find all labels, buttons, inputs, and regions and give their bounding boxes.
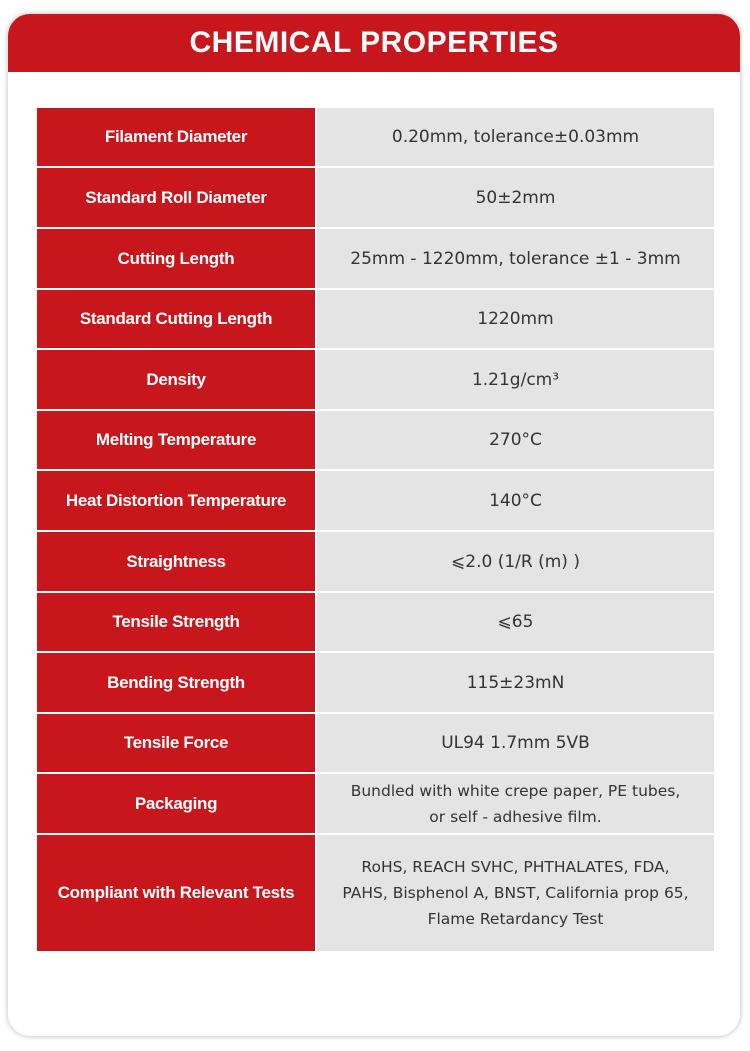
row-value [317, 774, 714, 835]
table-row [37, 229, 714, 290]
table-row [37, 774, 714, 835]
table-row [37, 471, 714, 532]
row-label: Heat Distortion Temperature [37, 471, 317, 532]
row-value: ⩽65 [317, 593, 714, 653]
table-row [37, 108, 714, 168]
row-value: 1.21g/cm³ [317, 350, 714, 411]
row-label: Standard Roll Diameter [37, 168, 317, 229]
properties-card [8, 14, 740, 1036]
row-label: Standard Cutting Length [37, 290, 317, 350]
table-row [37, 653, 714, 714]
value-line: PAHS, Bisphenol A, BNST, California prop 65, [342, 884, 689, 902]
table-row [37, 168, 714, 229]
table-row [37, 835, 714, 953]
row-value: 25mm - 1220mm, tolerance ±1 - 3mm [317, 229, 714, 290]
row-label: Filament Diameter [37, 108, 317, 168]
properties-table [37, 108, 714, 953]
row-label: Density [37, 350, 317, 411]
row-label: Cutting Length [37, 229, 317, 290]
row-value: 50±2mm [317, 168, 714, 229]
table-row [37, 411, 714, 471]
table-row [37, 290, 714, 350]
value-line: RoHS, REACH SVHC, PHTHALATES, FDA, [361, 858, 670, 876]
page-title: CHEMICAL PROPERTIES [8, 14, 740, 72]
row-label: Melting Temperature [37, 411, 317, 471]
table-row [37, 593, 714, 653]
row-value: 0.20mm, tolerance±0.03mm [317, 108, 714, 168]
row-label: Tensile Strength [37, 593, 317, 653]
table-row [37, 714, 714, 774]
row-label: Bending Strength [37, 653, 317, 714]
value-line: Bundled with white crepe paper, PE tubes, [350, 781, 681, 800]
value-line: Flame Retardancy Test [427, 910, 604, 928]
row-value: 270°C [317, 411, 714, 471]
row-label: Straightness [37, 532, 317, 593]
table-row [37, 532, 714, 593]
row-value: 115±23mN [317, 653, 714, 714]
value-line: or self - adhesive film. [429, 807, 602, 826]
row-value: 1220mm [317, 290, 714, 350]
row-value: ⩽2.0 (1/R (m) ) [317, 532, 714, 593]
table-row [37, 350, 714, 411]
row-label: Compliant with Relevant Tests [37, 835, 317, 953]
row-value [317, 835, 714, 953]
row-value: 140°C [317, 471, 714, 532]
row-value: UL94 1.7mm 5VB [317, 714, 714, 774]
row-label: Tensile Force [37, 714, 317, 774]
row-label: Packaging [37, 774, 317, 835]
